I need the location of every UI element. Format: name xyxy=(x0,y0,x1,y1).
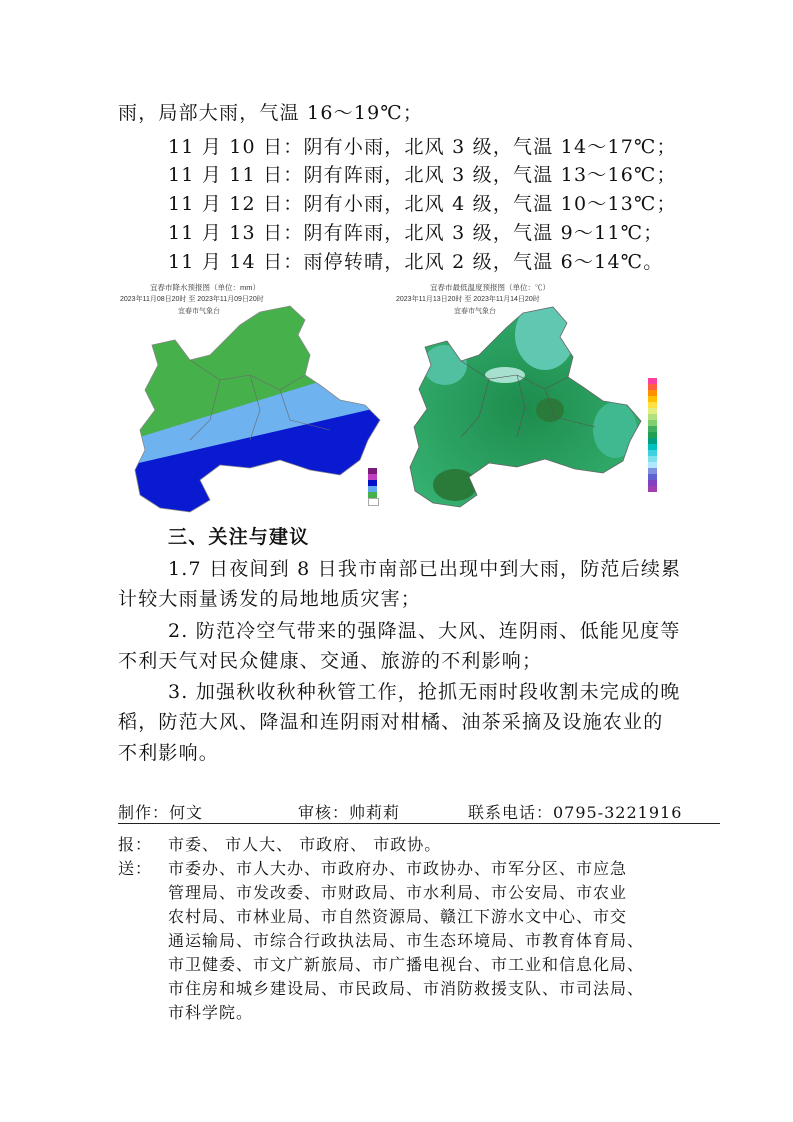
send-label: 送： xyxy=(118,859,153,878)
forecast-line: 11 月 10 日：阴有小雨，北风 3 级，气温 14～17℃； xyxy=(168,136,677,158)
advice-line: 不利影响。 xyxy=(118,742,220,764)
contact-phone: 联系电话：0795-3221916 xyxy=(468,803,683,822)
advice-line: 稻，防范大风、降温和连阴雨对柑橘、油茶采摘及设施农业的 xyxy=(118,711,664,733)
temp-map-issuer: 宜春市气象台 xyxy=(454,308,496,315)
producer: 制作：何文 xyxy=(118,803,204,822)
report-label: 报： xyxy=(118,835,153,854)
forecast-line: 11 月 13 日：阴有阵雨，北风 3 级，气温 9～11℃； xyxy=(168,222,664,244)
send-to-line: 管理局、市发改委、市财政局、市水利局、市公安局、市农业 xyxy=(168,883,628,902)
rain-forecast-map xyxy=(130,300,390,515)
rain-map-issuer: 宜春市气象台 xyxy=(178,308,220,315)
temp-legend xyxy=(648,378,657,492)
send-to-line: 市委办、市人大办、市政府办、市政协办、市军分区、市应急 xyxy=(168,859,628,878)
send-to-line: 市住房和城乡建设局、市民政局、市消防救援支队、市司法局、 xyxy=(168,979,645,998)
temp-map-period: 2023年11月13日20时 至 2023年11月14日20时 xyxy=(396,296,540,303)
section-heading: 三、关注与建议 xyxy=(168,526,310,548)
forecast-line: 11 月 12 日：阴有小雨，北风 4 级，气温 10～13℃； xyxy=(168,193,677,215)
rain-legend xyxy=(368,468,379,506)
forecast-line: 雨，局部大雨，气温 16～19℃； xyxy=(118,102,424,124)
send-to-line: 市科学院。 xyxy=(168,1003,254,1022)
send-to-line: 通运输局、市综合行政执法局、市生态环境局、市教育体育局、 xyxy=(168,931,645,950)
rain-map-period: 2023年11月08日20时 至 2023年11月09日20时 xyxy=(120,296,264,303)
advice-line: 1.7 日夜间到 8 日我市南部已出现中到大雨，防范后续累 xyxy=(168,558,682,580)
forecast-line: 11 月 11 日：阴有阵雨，北风 3 级，气温 13～16℃； xyxy=(168,164,677,186)
advice-line: 计较大雨量诱发的局地地质灾害； xyxy=(118,588,422,610)
advice-line: 3. 加强秋收秋种秋管工作，抢抓无雨时段收割未完成的晚 xyxy=(168,681,681,703)
rain-map-title: 宜春市降水预报图（单位：mm） xyxy=(150,283,260,292)
send-to-line: 市卫健委、市文广新旅局、市广播电视台、市工业和信息化局、 xyxy=(168,955,645,974)
send-to-line: 农村局、市林业局、市自然资源局、赣江下游水文中心、市交 xyxy=(168,907,628,926)
forecast-line: 11 月 14 日：雨停转晴，北风 2 级，气温 6～14℃。 xyxy=(168,251,664,273)
advice-line: 不利天气对民众健康、交通、旅游的不利影响； xyxy=(118,650,543,672)
report-to: 市委、 市人大、 市政府、 市政协。 xyxy=(168,835,442,854)
temp-map-title: 宜春市最低温度预报图（单位：℃） xyxy=(430,283,550,292)
advice-line: 2. 防范冷空气带来的强降温、大风、连阴雨、低能见度等 xyxy=(168,620,681,642)
divider xyxy=(118,823,720,824)
reviewer: 审核：帅莉莉 xyxy=(298,803,401,822)
temp-forecast-map xyxy=(405,305,645,510)
